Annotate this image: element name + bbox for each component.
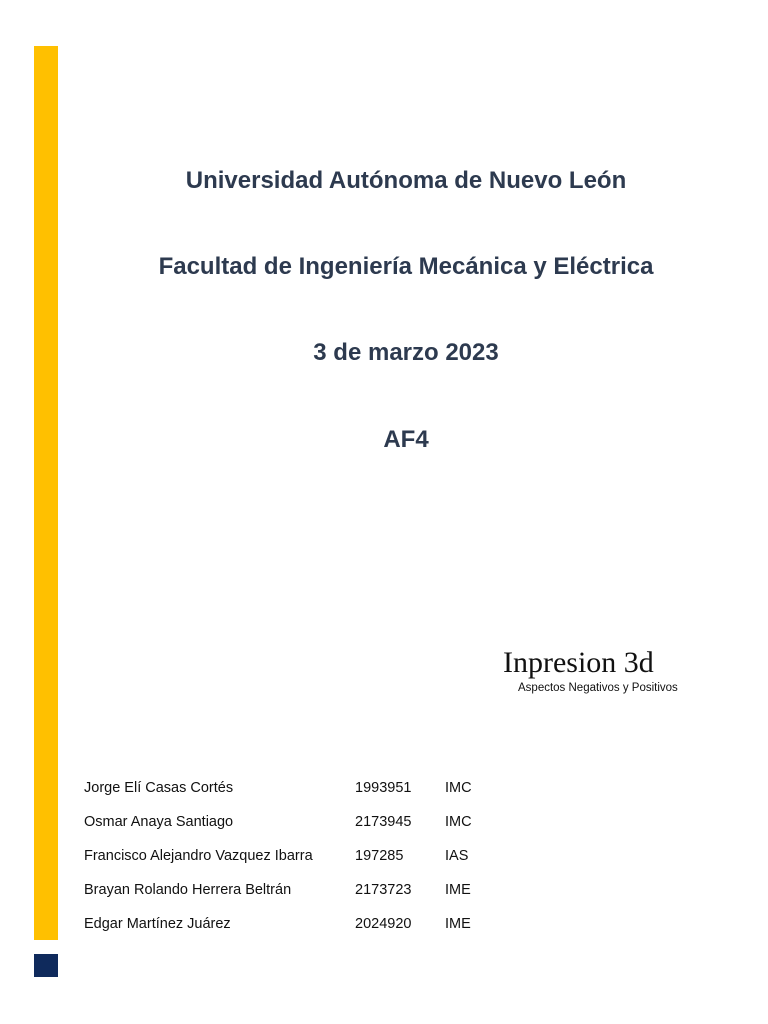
assignment-code: AF4 [383, 426, 429, 453]
student-row [84, 913, 564, 947]
document-title: Inpresion 3d [503, 646, 654, 679]
student-program: IMC [445, 780, 472, 796]
student-name: Francisco Alejandro Vazquez Ibarra [84, 848, 313, 864]
date-heading: 3 de marzo 2023 [313, 339, 499, 366]
student-id: 2173945 [355, 814, 412, 830]
student-name: Jorge Elí Casas Cortés [84, 780, 234, 796]
student-row [84, 811, 564, 845]
student-program: IME [445, 916, 471, 932]
accent-side-bar [34, 46, 58, 940]
student-id: 2024920 [355, 916, 412, 932]
student-id: 197285 [355, 848, 404, 864]
student-program: IMC [445, 814, 472, 830]
student-list [84, 777, 564, 947]
student-row [84, 879, 564, 913]
student-program: IME [445, 882, 471, 898]
accent-square [34, 954, 58, 977]
student-name: Brayan Rolando Herrera Beltrán [84, 882, 292, 898]
university-heading: Universidad Autónoma de Nuevo León [185, 167, 627, 194]
student-name: Edgar Martínez Juárez [84, 916, 231, 932]
student-row [84, 777, 564, 811]
student-program: IAS [445, 848, 469, 864]
student-name: Osmar Anaya Santiago [84, 814, 234, 830]
student-id: 2173723 [355, 882, 412, 898]
student-id: 1993951 [355, 780, 412, 796]
faculty-heading: Facultad de Ingeniería Mecánica y Eléctrica [158, 253, 654, 280]
document-subtitle: Aspectos Negativos y Positivos [518, 682, 678, 694]
document-title-block [503, 645, 743, 695]
student-row [84, 845, 564, 879]
